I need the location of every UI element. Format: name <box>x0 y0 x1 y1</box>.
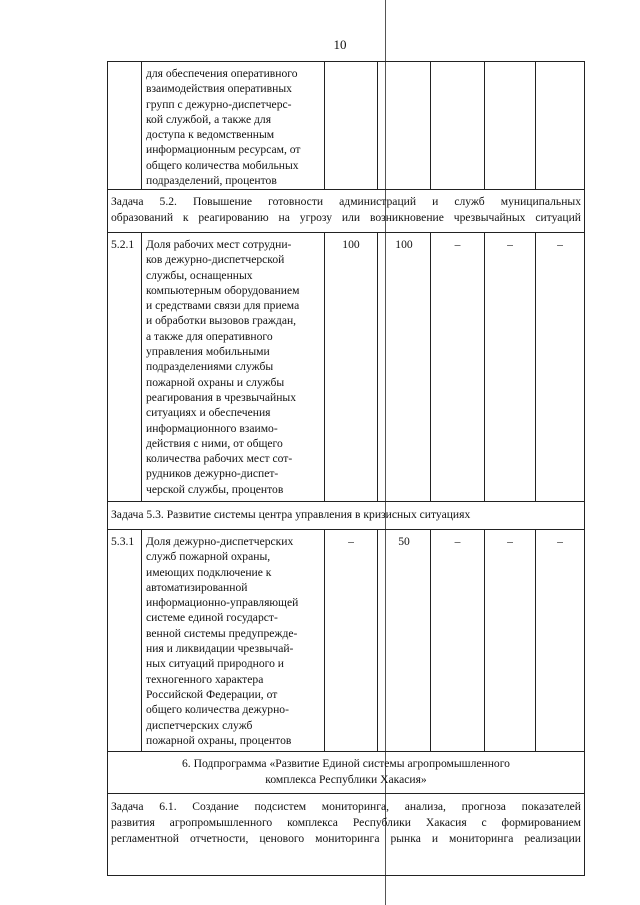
table-border-right <box>584 61 585 876</box>
column-divider <box>377 529 378 751</box>
row-divider <box>107 793 585 794</box>
column-divider <box>430 61 431 189</box>
indicator-value: 100 <box>395 238 413 251</box>
task-6-1-line-2: развития агропромышленного комплекса Республики Хакасия с формированием <box>111 816 581 829</box>
row-divider <box>107 189 585 190</box>
column-divider <box>141 232 142 501</box>
column-divider <box>430 529 431 751</box>
table-border-bottom <box>107 875 585 876</box>
indicator-label: для обеспечения оперативного взаимодействия оперативных групп с дежурно-диспетчерс- кой службой, а также для доступа к ведомственным информационным ресурсам, от общего количества мобильных подразделений, процентов <box>146 67 301 188</box>
column-divider <box>484 61 485 189</box>
indicator-label: Доля рабочих мест сотрудни- ков дежурно-диспетчерской службы, оснащенных компьютерным оборудованием и средствами связи для приема и обработки вызовов граждан, а также для оперативного управления мобильными подразделениями службы пожарной охраны и службы реагирования в чрезвычайных ситуациях и обеспечения информационного взаимо- действия с ними, от общего количества рабочих мест сот- рудников дежурно-диспет- черской службы, процентов <box>146 238 300 496</box>
indicator-value: – <box>454 238 461 251</box>
column-divider <box>377 61 378 189</box>
subprogram-6-line-2: комплекса Республики Хакасия» <box>265 773 427 786</box>
task-5-2-line-2: образований к реагированию на угрозу или возникновение чрезвычайных ситуаций <box>111 211 581 224</box>
column-divider <box>141 529 142 751</box>
column-divider <box>324 232 325 501</box>
table-border-top <box>107 61 585 62</box>
indicator-value: – <box>557 238 563 251</box>
indicator-number: 5.3.1 <box>111 535 135 548</box>
column-divider <box>535 529 536 751</box>
column-divider <box>535 61 536 189</box>
indicator-value: – <box>348 535 354 548</box>
row-divider <box>107 751 585 752</box>
indicator-value: – <box>557 535 563 548</box>
subprogram-6-line-1: 6. Подпрограмма «Развитие Единой системы агропромышленного <box>182 757 510 770</box>
column-divider <box>484 529 485 751</box>
column-divider <box>535 232 536 501</box>
indicator-value: 50 <box>398 535 410 548</box>
task-6-1-line-1: Задача 6.1. Создание подсистем мониторинга, анализа, прогноза показателей <box>111 800 581 813</box>
indicator-number: 5.2.1 <box>111 238 135 251</box>
column-divider <box>377 232 378 501</box>
indicator-label: Доля дежурно-диспетчерских служб пожарной охраны, имеющих подключение к автоматизированной информационно-управляющей системе единой государст- венной системы предупрежде- ния и ликвидации чрезвычай- ных ситуаций природного и техногенного характера Российской Федерации, от общего количества дежурно- диспетчерских служб пожарной охраны, процентов <box>146 535 299 747</box>
row-divider <box>107 232 585 233</box>
column-divider <box>141 61 142 189</box>
indicator-value: – <box>454 535 461 548</box>
task-6-1-line-3: регламентной отчетности, ценового мониторинга рынка и мониторинга реализации <box>111 832 581 845</box>
column-divider <box>484 232 485 501</box>
indicator-value: – <box>507 238 513 251</box>
column-divider <box>324 529 325 751</box>
row-divider <box>107 501 585 502</box>
column-divider <box>430 232 431 501</box>
indicator-value: – <box>507 535 513 548</box>
column-divider <box>324 61 325 189</box>
task-5-2-line-1: Задача 5.2. Повышение готовности администраций и служб муниципальных <box>111 195 581 208</box>
table-border-left <box>107 61 108 876</box>
task-5-3: Задача 5.3. Развитие системы центра управления в кризисных ситуациях <box>111 508 471 521</box>
indicator-value: 100 <box>342 238 360 251</box>
page-number: 10 <box>333 37 347 52</box>
row-divider <box>107 529 585 530</box>
